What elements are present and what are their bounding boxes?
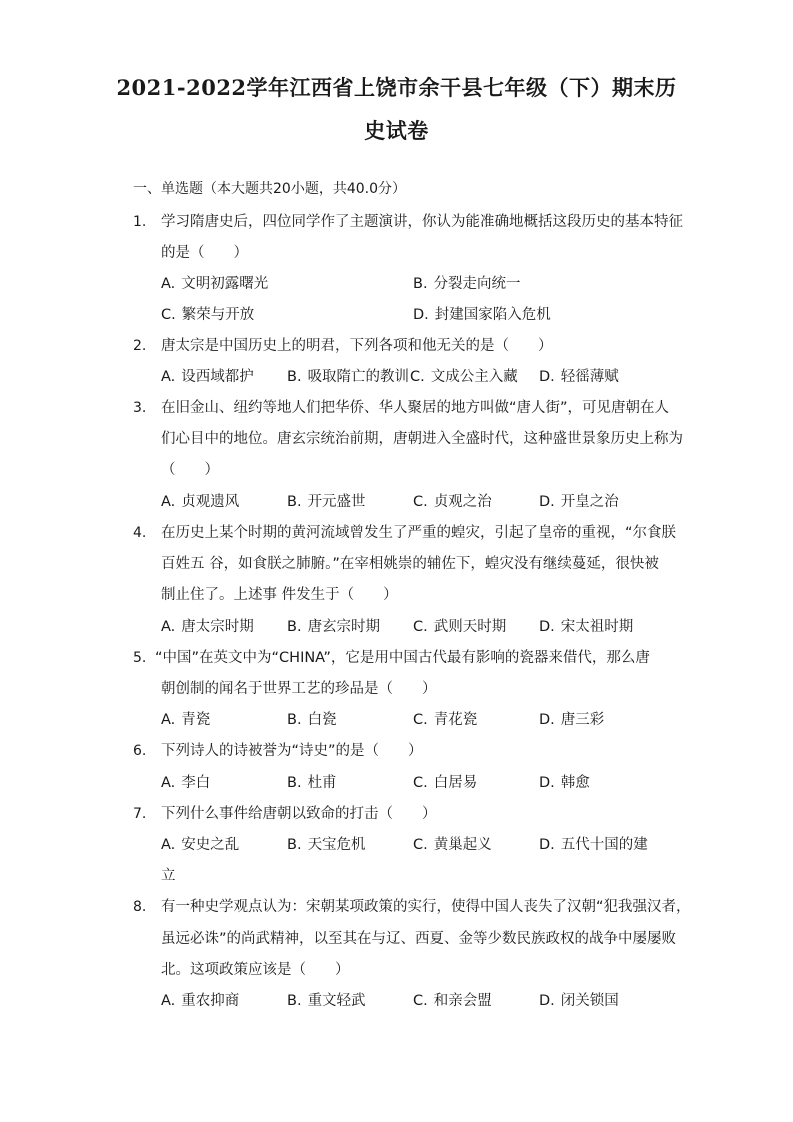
option-b: B. 唐玄宗时期 bbox=[287, 619, 381, 635]
option-c: C. 贞观之治 bbox=[413, 494, 492, 510]
option-d: D. 唐三彩 bbox=[539, 712, 605, 728]
option-d: D. 闭关锁国 bbox=[539, 993, 619, 1009]
option-d: D. 封建国家陷入危机 bbox=[413, 307, 551, 323]
question-number: 3. bbox=[133, 400, 147, 416]
option-b: B. 天宝危机 bbox=[287, 837, 366, 853]
option-b: B. 开元盛世 bbox=[287, 494, 366, 510]
question-stem-line: 唐太宗是中国历史上的明君，下列各项和他无关的是（ ） bbox=[161, 338, 553, 354]
option-d: D. 开皇之治 bbox=[539, 494, 619, 510]
option-b: B. 分裂走向统一 bbox=[413, 276, 521, 292]
question-stem-line: 朝创制的闻名于世界工艺的珍品是（ ） bbox=[161, 681, 437, 697]
question-stem-line: 有一种史学观点认为：宋朝某项政策的实行，使得中国人丧失了汉朝“犯我强汉者， bbox=[161, 899, 691, 915]
question-stem-line: 北。这项政策应该是（ ） bbox=[161, 962, 350, 978]
option-a: A. 重农抑商 bbox=[161, 993, 240, 1009]
question-stem-line: 们心目中的地位。唐玄宗统治前期，唐朝进入全盛时代，这种盛世景象历史上称为 bbox=[161, 431, 683, 447]
option-a: A. 设西域都护 bbox=[161, 369, 254, 385]
option-c: C. 白居易 bbox=[413, 775, 478, 791]
exam-title-line-1: 2021-2022学年江西省上饶市余干县七年级（下）期末历 bbox=[116, 75, 677, 100]
question-stem-line: 的是（ ） bbox=[161, 245, 248, 261]
option-d: D. 宋太祖时期 bbox=[539, 619, 634, 635]
question-stem-line: 下列诗人的诗被誉为“诗史”的是（ ） bbox=[161, 743, 423, 759]
question-number: 6. bbox=[133, 743, 147, 759]
question-stem-line: 在旧金山、纽约等地人们把华侨、华人聚居的地方叫做“唐人街”，可见唐朝在人 bbox=[161, 400, 670, 416]
question-number: 1. bbox=[133, 214, 147, 230]
option-c: C. 武则天时期 bbox=[413, 619, 507, 635]
option-c: C. 和亲会盟 bbox=[413, 993, 492, 1009]
option-a: A. 唐太宗时期 bbox=[161, 619, 254, 635]
question-stem-line: 学习隋唐史后，四位同学作了主题演讲，你认为能准确地概括这段历史的基本特征 bbox=[161, 214, 683, 230]
question-number: 8. bbox=[133, 899, 147, 915]
option-b: B. 杜甫 bbox=[287, 775, 337, 791]
option-c: C. 黄巢起义 bbox=[413, 837, 492, 853]
option-c: C. 文成公主入藏 bbox=[410, 369, 518, 385]
section-heading: 一、单选题（本大题共20小题，共40.0分） bbox=[133, 181, 406, 197]
option-c: C. 青花瓷 bbox=[413, 712, 478, 728]
option-a: A. 青瓷 bbox=[161, 712, 211, 728]
question-stem-line: （ ） bbox=[161, 462, 219, 478]
option-a: A. 贞观遗风 bbox=[161, 494, 240, 510]
question-number: 4. bbox=[133, 525, 147, 541]
option-a: A. 文明初露曙光 bbox=[161, 276, 269, 292]
question-stem-line: 百姓五 谷，如食朕之肺腑。”在宰相姚崇的辅佐下，蝗灾没有继续蔓延，很快被 bbox=[161, 556, 659, 572]
question-number: 5. bbox=[133, 650, 147, 666]
option-d: D. 五代十国的建 bbox=[539, 837, 648, 853]
question-stem-line: 制止住了。上述事 件发生于（ ） bbox=[161, 587, 398, 603]
question-stem-line: 在历史上某个时期的黄河流域曾发生了严重的蝗灾，引起了皇帝的重视，“尔食朕 bbox=[161, 525, 677, 541]
question-stem-line: 虽远必诛”的尚武精神，以至其在与辽、西夏、金等少数民族政权的战争中屡屡败 bbox=[161, 931, 677, 947]
option-b: B. 吸取隋亡的教训 bbox=[287, 369, 410, 385]
exam-title-line-2: 史试卷 bbox=[364, 118, 429, 143]
option-c: C. 繁荣与开放 bbox=[161, 307, 255, 323]
option-d: D. 轻徭薄赋 bbox=[539, 369, 619, 385]
option-d-wrap: 立 bbox=[161, 868, 176, 884]
question-number: 2. bbox=[133, 338, 147, 354]
option-b: B. 重文轻武 bbox=[287, 993, 366, 1009]
question-stem-line: 下列什么事件给唐朝以致命的打击（ ） bbox=[161, 806, 437, 822]
option-a: A. 安史之乱 bbox=[161, 837, 240, 853]
option-a: A. 李白 bbox=[161, 775, 211, 791]
question-number: 7. bbox=[133, 806, 147, 822]
option-b: B. 白瓷 bbox=[287, 712, 337, 728]
option-d: D. 韩愈 bbox=[539, 775, 590, 791]
question-stem-line: “中国”在英文中为“CHINA”，它是用中国古代最有影响的瓷器来借代，那么唐 bbox=[155, 650, 650, 666]
